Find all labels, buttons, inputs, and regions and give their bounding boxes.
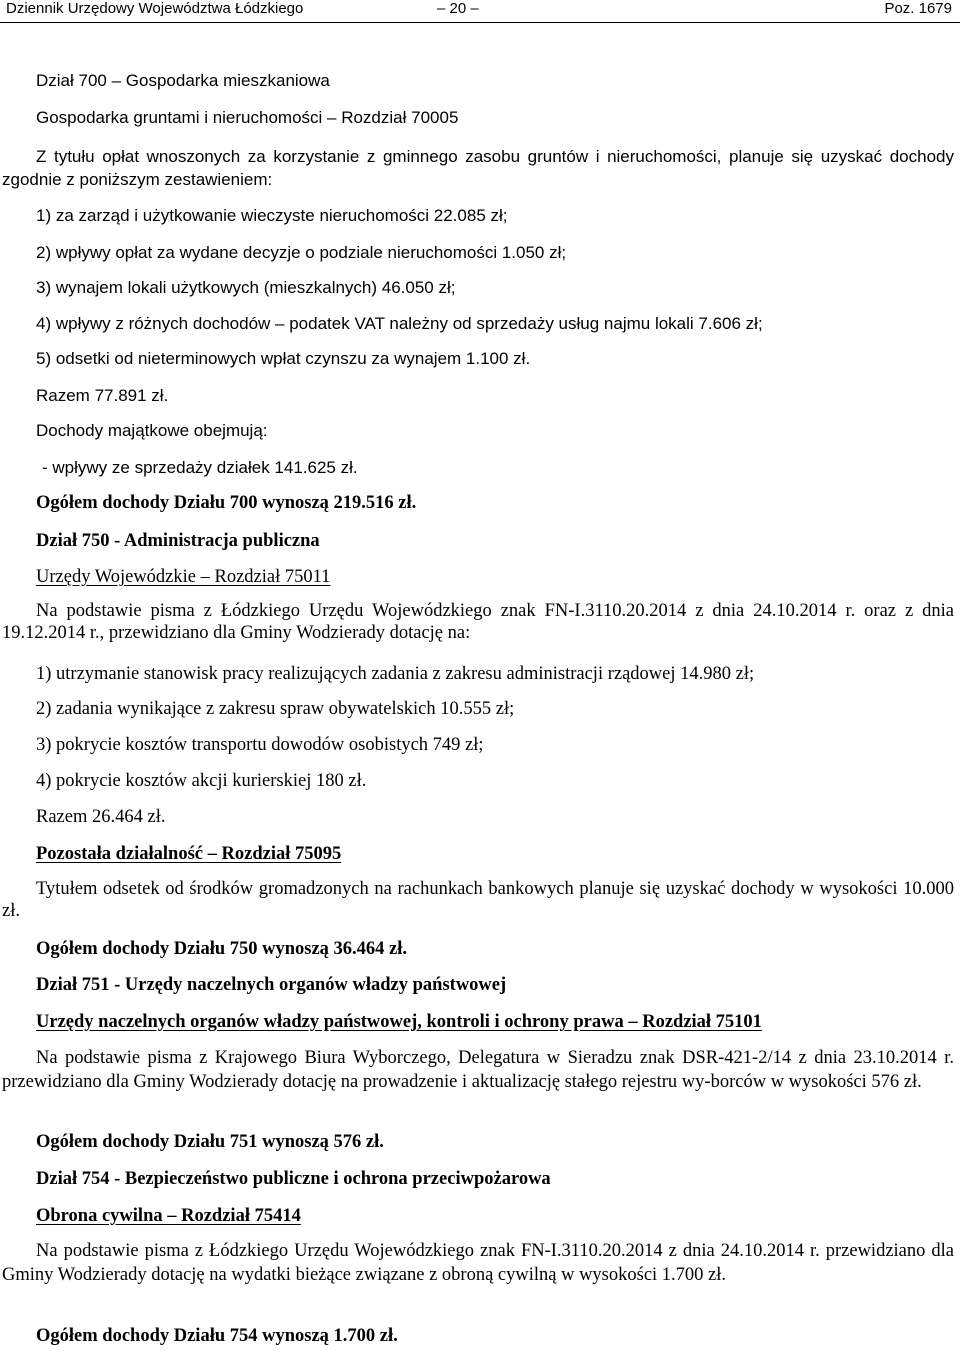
section-754-summary: Ogółem dochody Działu 754 wynoszą 1.700 zł. bbox=[36, 1326, 398, 1346]
section-750-item-4: 4) pokrycie kosztów akcji kurierskiej 180 zł. bbox=[36, 771, 367, 791]
section-751-summary: Ogółem dochody Działu 751 wynoszą 576 zł. bbox=[36, 1132, 384, 1152]
section-700-property-intro: Dochody majątkowe obejmują: bbox=[36, 421, 268, 440]
section-750-summary: Ogółem dochody Działu 750 wynoszą 36.464 zł. bbox=[36, 939, 408, 959]
section-750-item-2: 2) zadania wynikające z zakresu spraw obywatelskich 10.555 zł; bbox=[36, 699, 515, 719]
section-754-title: Dział 754 - Bezpieczeństwo publiczne i ochrona przeciwpożarowa bbox=[36, 1169, 551, 1189]
section-751-chapter: Urzędy naczelnych organów władzy państwowej, kontroli i ochrony prawa – Rozdział 75101 bbox=[36, 1012, 762, 1032]
section-750-title: Dział 750 - Administracja publiczna bbox=[36, 531, 320, 551]
section-751-title: Dział 751 - Urzędy naczelnych organów władzy państwowej bbox=[36, 975, 507, 995]
section-700-intro: Z tytułu opłat wnoszonych za korzystanie z gminnego zasobu gruntów i nieruchomości, planuje się uzyskać dochody zgodnie z poniższym zestawieniem: bbox=[2, 147, 954, 189]
position-number: Poz. 1679 bbox=[884, 0, 952, 17]
journal-title: Dziennik Urzędowy Województwa Łódzkiego bbox=[6, 0, 304, 17]
page-number: – 20 – bbox=[437, 0, 479, 17]
page-header bbox=[0, 0, 960, 23]
section-750-text-2: Tytułem odsetek od środków gromadzonych na rachunkach bankowych planuje się uzyskać dochody w wysokości 10.000 zł. bbox=[2, 879, 954, 921]
section-750-intro: Na podstawie pisma z Łódzkiego Urzędu Wojewódzkiego znak FN-I.3110.20.2014 z dnia 24.10.2014 r. oraz z dnia 19.12.2014 r., przewidziano dla Gminy Wodzierady dotację na: bbox=[2, 601, 954, 643]
section-700-property-item: - wpływy ze sprzedaży działek 141.625 zł. bbox=[42, 458, 358, 477]
section-750-total: Razem 26.464 zł. bbox=[36, 807, 166, 827]
section-750-item-1: 1) utrzymanie stanowisk pracy realizujących zadania z zakresu administracji rządowej 14.980 zł; bbox=[36, 664, 755, 684]
section-754-text: Na podstawie pisma z Łódzkiego Urzędu Wojewódzkiego znak FN-I.3110.20.2014 z dnia 24.10.2014 r. przewidziano dla Gminy Wodzierady dotację na wydatki bieżące związane z obroną cywilną w wysokości 1.700 zł. bbox=[2, 1241, 954, 1285]
section-750-chapter: Urzędy Wojewódzkie – Rozdział 75011 bbox=[36, 567, 331, 587]
section-750-chapter-2: Pozostała działalność – Rozdział 75095 bbox=[36, 844, 342, 864]
section-700-title: Dział 700 – Gospodarka mieszkaniowa bbox=[36, 71, 330, 90]
section-700-item-5: 5) odsetki od nieterminowych wpłat czynszu za wynajem 1.100 zł. bbox=[36, 349, 531, 368]
section-700-item-1: 1) za zarząd i użytkowanie wieczyste nieruchomości 22.085 zł; bbox=[36, 206, 508, 225]
section-700-item-3: 3) wynajem lokali użytkowych (mieszkalnych) 46.050 zł; bbox=[36, 278, 456, 297]
section-700-total: Razem 77.891 zł. bbox=[36, 386, 169, 405]
section-750-item-3: 3) pokrycie kosztów transportu dowodów osobistych 749 zł; bbox=[36, 735, 484, 755]
section-700-summary: Ogółem dochody Działu 700 wynoszą 219.516 zł. bbox=[36, 493, 417, 513]
section-751-text: Na podstawie pisma z Krajowego Biura Wyborczego, Delegatura w Sieradzu znak DSR-421-2/14 z dnia 23.10.2014 r. przewidziano dla Gminy Wodzierady dotację na prowadzenie i aktualizację stałego rejestru wy-borców w wysokości 576 zł. bbox=[2, 1048, 954, 1092]
section-700-item-4: 4) wpływy z różnych dochodów – podatek VAT należny od sprzedaży usług najmu lokali 7.606 zł; bbox=[36, 314, 763, 333]
section-754-chapter: Obrona cywilna – Rozdział 75414 bbox=[36, 1206, 301, 1226]
section-700-chapter: Gospodarka gruntami i nieruchomości – Rozdział 70005 bbox=[36, 108, 459, 127]
section-700-item-2: 2) wpływy opłat za wydane decyzje o podziale nieruchomości 1.050 zł; bbox=[36, 243, 567, 262]
